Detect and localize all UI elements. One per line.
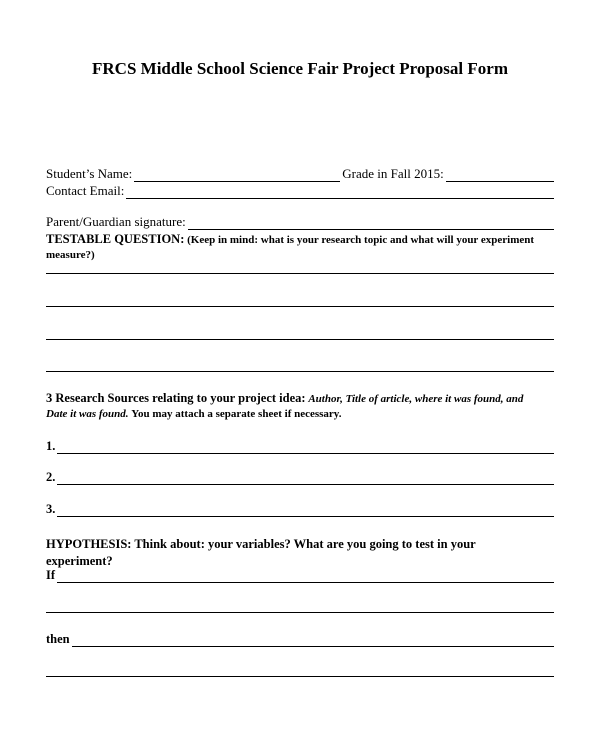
research-sources-italic-2: Date it was found. [46, 408, 129, 420]
hypothesis-block [46, 536, 556, 570]
page-title: FRCS Middle School Science Fair Project Proposal Form [92, 59, 508, 78]
then-field[interactable] [72, 635, 554, 647]
student-info-row [46, 166, 554, 182]
source-row-2 [46, 470, 554, 485]
contact-email-row [46, 183, 554, 199]
source-field-2[interactable] [57, 474, 554, 485]
contact-email-field[interactable] [126, 187, 554, 199]
hypothesis-heading: HYPOTHESIS: Think about: your variables? What are you going to test in your [46, 537, 476, 551]
testable-answer-line-1[interactable] [46, 273, 554, 274]
research-sources-heading: 3 Research Sources relating to your project idea: [46, 391, 306, 405]
source-field-3[interactable] [57, 506, 554, 517]
research-sources-italic-1: Author, Title of article, where it was found, and [308, 393, 524, 405]
source-row-3 [46, 502, 554, 517]
student-name-field[interactable] [134, 170, 340, 182]
research-sources-note: You may attach a separate sheet if necessary. [131, 408, 342, 420]
testable-question-note: (Keep in mind: what is your research topic and what will your experiment [187, 234, 535, 246]
source-number-2: 2. [46, 470, 56, 484]
if-label: If [46, 568, 56, 582]
parent-signature-label: Parent/Guardian signature: [46, 214, 186, 229]
testable-question-heading: TESTABLE QUESTION: [46, 232, 185, 246]
grade-field[interactable] [446, 170, 554, 182]
testable-question-note-2: measure?) [46, 249, 95, 261]
parent-signature-row [46, 214, 554, 230]
testable-answer-line-2[interactable] [46, 306, 554, 307]
source-row-1 [46, 439, 554, 454]
source-field-1[interactable] [57, 443, 554, 454]
testable-answer-line-3[interactable] [46, 339, 554, 340]
source-number-1: 1. [46, 439, 56, 453]
testable-question-block [46, 232, 556, 263]
hypothesis-then-row [46, 632, 554, 647]
hypothesis-line-2[interactable] [46, 612, 554, 613]
testable-answer-line-4[interactable] [46, 371, 554, 372]
if-field[interactable] [57, 571, 554, 583]
contact-email-label: Contact Email: [46, 183, 125, 198]
student-name-label: Student’s Name: [46, 166, 133, 181]
hypothesis-line-4[interactable] [46, 676, 554, 677]
grade-label: Grade in Fall 2015: [342, 166, 444, 181]
hypothesis-heading-2: experiment? [46, 554, 113, 568]
parent-signature-field[interactable] [188, 218, 554, 230]
research-sources-block [46, 391, 556, 422]
source-number-3: 3. [46, 502, 56, 516]
then-label: then [46, 632, 70, 646]
hypothesis-if-row [46, 568, 554, 583]
